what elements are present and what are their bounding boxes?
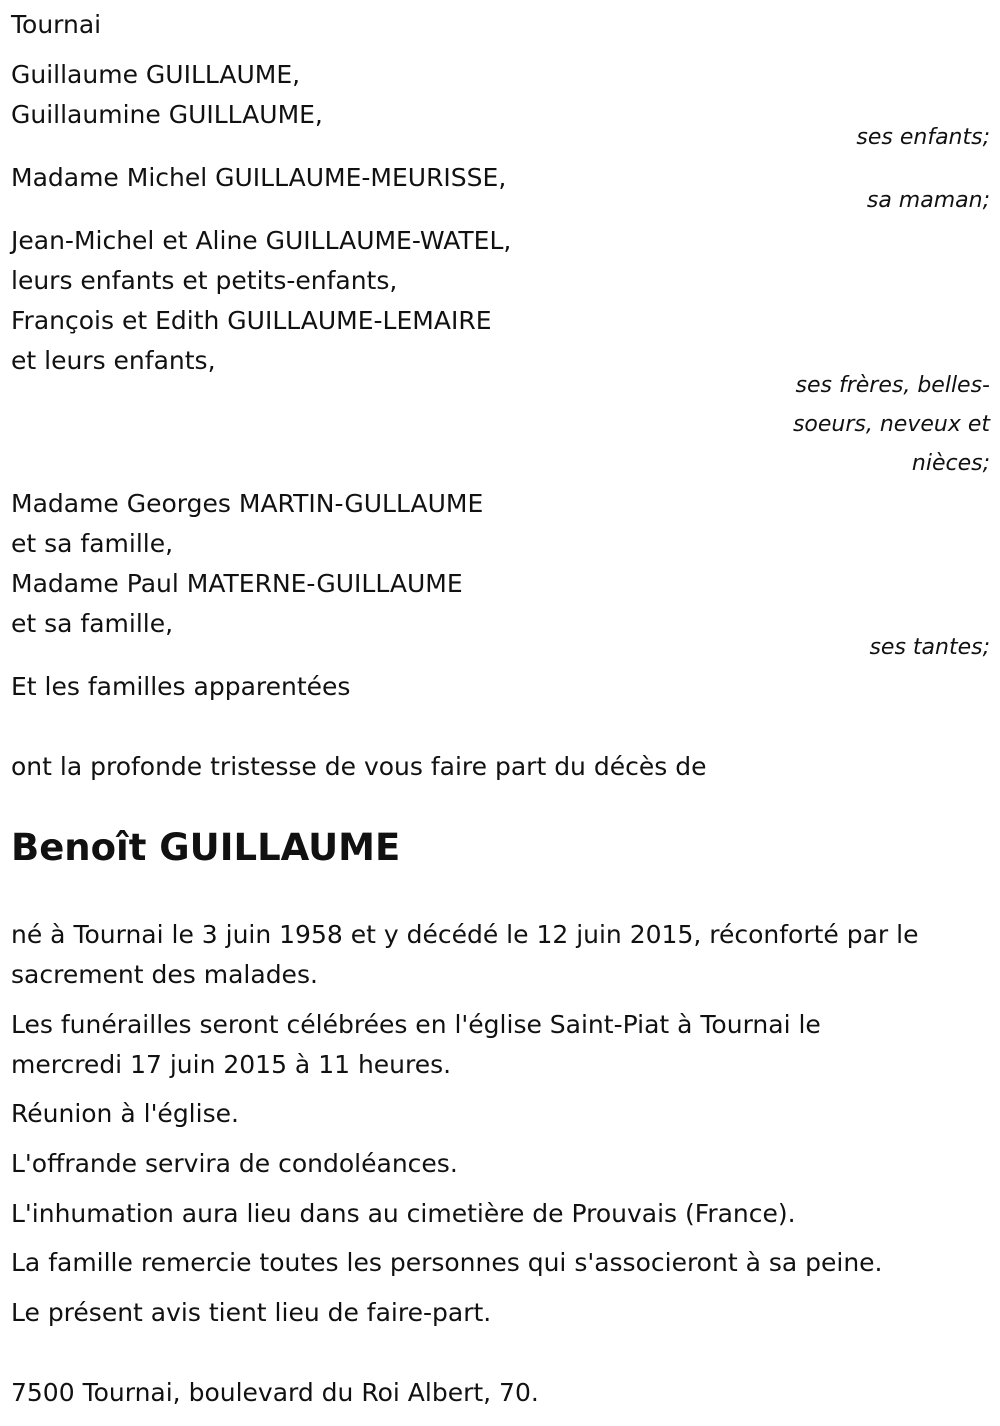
burial-text: L'inhumation aura lieu dans au cimetière de Prouvais (France). [11,1199,796,1228]
address-text: 7500 Tournai, boulevard du Roi Albert, 70. [11,1378,539,1407]
thanks-text: La famille remercie toutes les personnes qui s'associeront à sa peine. [11,1248,883,1277]
offering-text: L'offrande servira de condoléances. [11,1149,458,1178]
relation-label: nièces; [911,451,990,476]
relation-label: soeurs, neveux et [792,412,990,437]
relation-label: sa maman; [866,188,990,213]
related-families: Et les familles apparentées [11,672,351,701]
relation-label: ses frères, belles- [795,373,990,398]
family-line: François et Edith GUILLAUME-LEMAIRE [11,306,492,335]
family-line: Jean-Michel et Aline GUILLAUME-WATEL, [11,226,512,255]
birth-death-line: né à Tournai le 3 juin 1958 et y décédé le 12 juin 2015, réconforté par le [11,920,919,949]
family-line: Madame Georges MARTIN-GULLAUME [11,489,484,518]
family-line: et sa famille, [11,529,174,558]
family-line: et sa famille, [11,609,174,638]
funeral-line: mercredi 17 juin 2015 à 11 heures. [11,1050,452,1079]
city-heading: Tournai [11,10,102,39]
family-line: Guillaumine GUILLAUME, [11,100,323,129]
family-line: leurs enfants et petits-enfants, [11,266,398,295]
family-line: et leurs enfants, [11,346,216,375]
notice-text: Le présent avis tient lieu de faire-part. [11,1298,492,1327]
family-line: Madame Michel GUILLAUME-MEURISSE, [11,163,507,192]
family-line: Madame Paul MATERNE-GUILLAUME [11,569,463,598]
funeral-line: Les funérailles seront célébrées en l'église Saint-Piat à Tournai le [11,1010,821,1039]
announcement-text: ont la profonde tristesse de vous faire part du décès de [11,752,707,781]
meeting-text: Réunion à l'église. [11,1099,239,1128]
birth-death-line: sacrement des malades. [11,960,318,989]
deceased-name: Benoît GUILLAUME [11,826,401,869]
relation-label: ses tantes; [869,635,990,660]
relation-label: ses enfants; [856,125,990,150]
family-line: Guillaume GUILLAUME, [11,60,301,89]
